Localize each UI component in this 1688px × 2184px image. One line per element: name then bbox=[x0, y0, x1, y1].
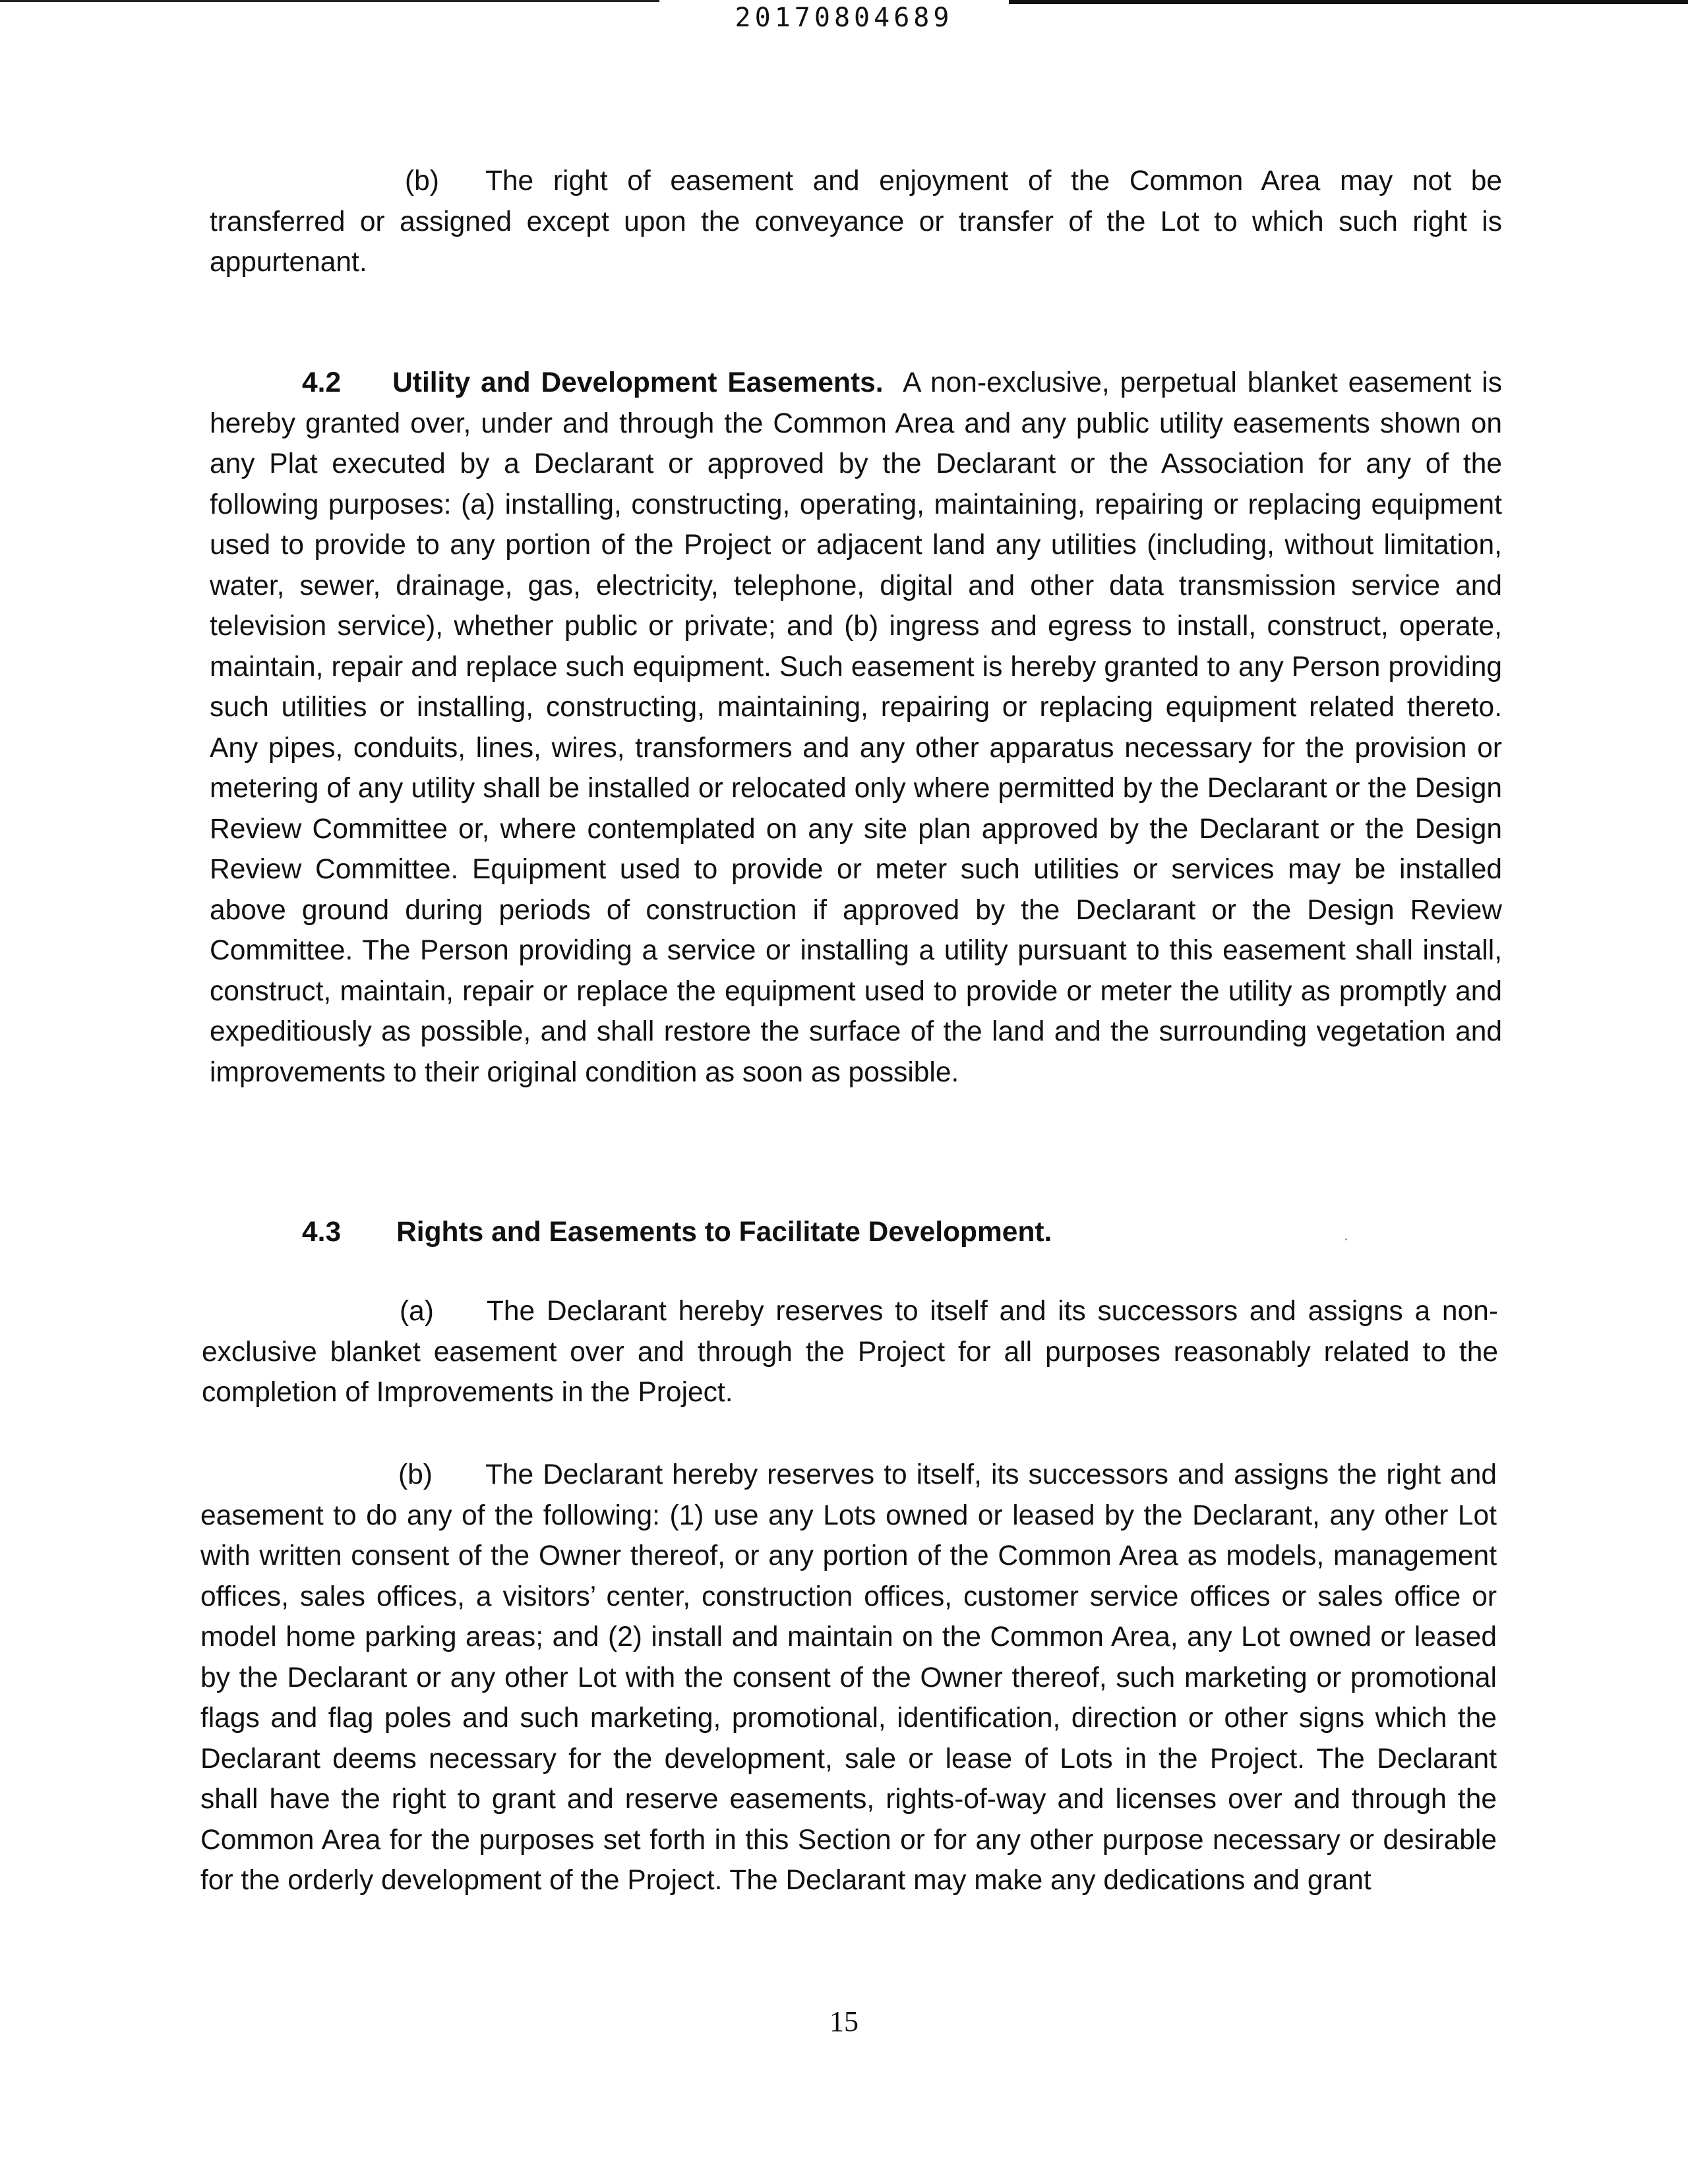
subsection-marker: (b) bbox=[405, 166, 439, 197]
section-title: Utility and Development Easements. bbox=[392, 367, 884, 398]
section-number: 4.2 bbox=[302, 367, 342, 398]
section-4-3-heading bbox=[302, 1212, 1052, 1253]
document-number: 20170804689 bbox=[735, 3, 953, 33]
paragraph-4-1-b bbox=[210, 161, 1502, 283]
paragraph-text: The right of easement and enjoyment of the Common Area may not be transferred or assigned except upon the conveyance or transfer of the Lot to which such right is appurtenant. bbox=[210, 166, 1502, 278]
paragraph-4-3-b bbox=[200, 1455, 1497, 1901]
section-number: 4.3 bbox=[302, 1217, 342, 1248]
section-title: Rights and Easements to Facilitate Development. bbox=[396, 1217, 1052, 1248]
page-number: 15 bbox=[829, 2005, 859, 2038]
paragraph-text: The Declarant hereby reserves to itself and its successors and assigns a non-exclusive blanket easement over and through the Project for all purposes reasonably related to the completion of Improvements in the Project. bbox=[202, 1296, 1498, 1408]
top-rule-left bbox=[0, 0, 659, 2]
paragraph-4-3-a bbox=[202, 1291, 1498, 1413]
scan-speck bbox=[1345, 1238, 1347, 1240]
section-text: A non-exclusive, perpetual blanket easement is hereby granted over, under and through the Common Area and any public utility easements shown on any Plat executed by a Declarant or approved by the Declarant or the Association for any of the following purposes: (a) installing, constructing, operating, maintaining, repairing or replacing equipment used to provide to any portion of the Project or adjacent land any utilities (including, without limitation, water, sewer, drainage, gas, electricity, telephone, digital and other data transmission service and television service), whether public or private; and (b) ingress and egress to install, construct, operate, maintain, repair and replace such equipment. Such easement is hereby granted to any Person providing such utilities or installing, constructing, maintaining, repairing or replacing equipment related thereto. Any pipes, conduits, lines, wires, transformers and any other apparatus necessary for the provision or metering of any utility shall be installed or relocated only where permitted by the Declarant or the Design Review Committee or, where contemplated on any site plan approved by the Declarant or the Design Review Committee. Equipment used to provide or meter such utilities or services may be installed above ground during periods of construction if approved by the Declarant or the Design Review Committee. The Person providing a service or installing a utility pursuant to this easement shall install, construct, maintain, repair or replace the equipment used to provide or meter the utility as promptly and expeditiously as possible, and shall restore the surface of the land and the surrounding vegetation and improvements to their original condition as soon as possible. bbox=[210, 367, 1502, 1088]
subsection-marker: (b) bbox=[398, 1459, 433, 1490]
paragraph-text: The Declarant hereby reserves to itself, its successors and assigns the right and easement to do any of the following: (1) use any Lots owned or leased by the Declarant, any other Lot with written consent of the Owner thereof, or any portion of the Common Area as models, management offices, sales offices, a visitors’ center, construction offices, customer service offices or sales office or model home parking areas; and (2) install and maintain on the Common Area, any Lot owned or leased by the Declarant or any other Lot with the consent of the Owner thereof, such marketing or promotional flags and flag poles and such marketing, promotional, identification, direction or other signs which the Declarant deems necessary for the development, sale or lease of Lots in the Project. The Declarant shall have the right to grant and reserve easements, rights-of-way and licenses over and through the Common Area for the purposes set forth in this Section or for any other purpose necessary or desirable for the orderly development of the Project. The Declarant may make any dedications and grant bbox=[200, 1459, 1497, 1896]
section-4-2 bbox=[210, 363, 1502, 1093]
subsection-marker: (a) bbox=[400, 1296, 434, 1327]
